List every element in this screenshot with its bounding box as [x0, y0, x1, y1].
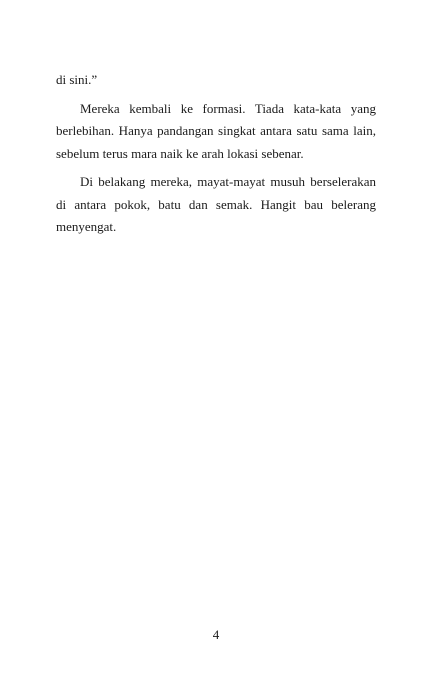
body-text: [56, 69, 376, 245]
paragraph-continuation: di sini.”: [56, 72, 98, 87]
page-number: 4: [212, 627, 220, 642]
paragraph: Di belakang mereka, mayat-mayat musuh berselerakan di antara pokok, batu dan semak. Hangit bau belerang menyengat.: [56, 174, 376, 234]
paragraph: Mereka kembali ke formasi. Tiada kata-kata yang berlebihan. Hanya pandangan singkat antara satu sama lain, sebelum terus mara naik ke arah lokasi sebenar.: [56, 100, 376, 161]
